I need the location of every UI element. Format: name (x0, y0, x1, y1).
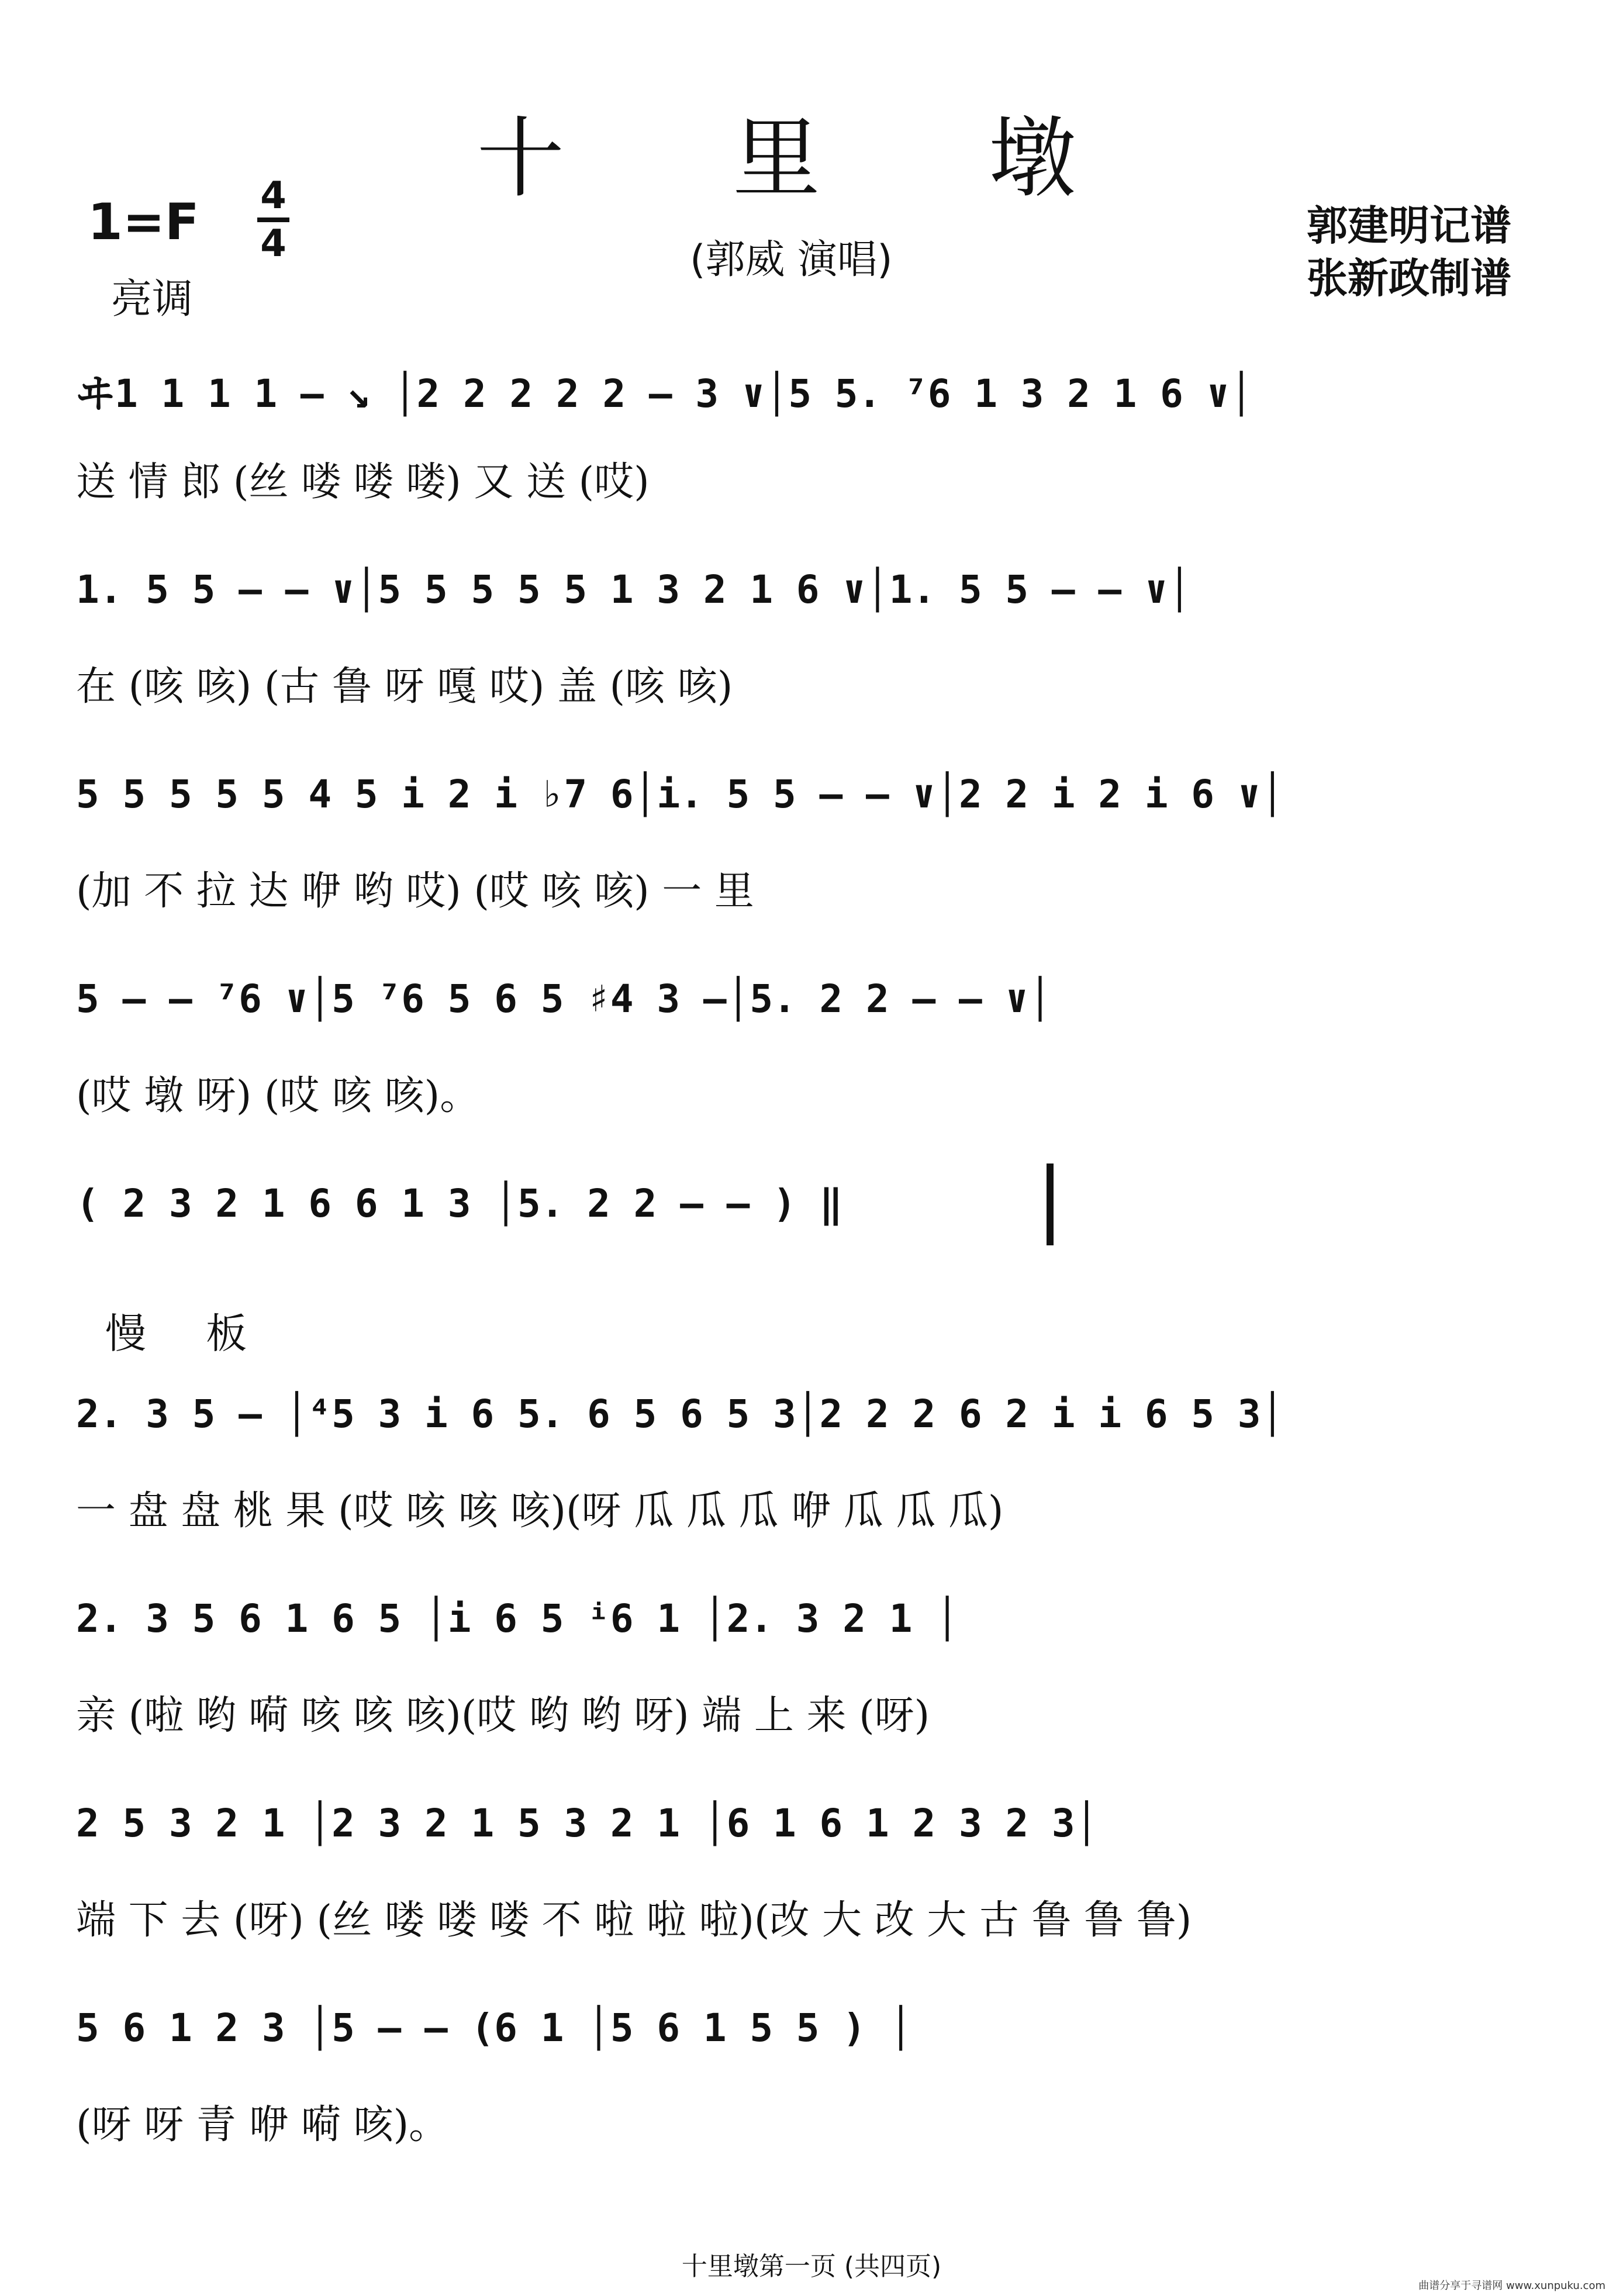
key-signature: 1=F (88, 193, 199, 251)
score-system-4: 5 – – ⁷6 ∨│5 ⁷6 5 6 5 ♯4 3 –│5. 2 2 – – ∨│ (76, 976, 1052, 1021)
time-signature (257, 175, 289, 264)
mood-marking: 亮调 (111, 275, 193, 323)
time-signature-line (257, 217, 289, 222)
time-signature-bottom: 4 (260, 222, 286, 265)
final-barline (1047, 1163, 1054, 1245)
lyrics-line-2: 在 (咳 咳) (古 鲁 呀 嘎 哎) 盖 (咳 咳) (76, 664, 733, 710)
page-footer: 十里墩第一页 (共四页) (681, 2252, 942, 2281)
watermark: 曲谱分享于寻谱网 www.xunpuku.com (1418, 2280, 1605, 2292)
credit-engraver: 张新政制谱 (1307, 254, 1511, 302)
lyrics-line-3: (加 不 拉 达 咿 哟 哎) (哎 咳 咳) 一 里 (76, 868, 754, 914)
performer: (郭威 演唱) (690, 237, 893, 283)
lyrics-line-1: 送 情 郎 (丝 喽 喽 喽) 又 送 (哎) (76, 459, 650, 505)
score-system-1: ヰ1 1 1 1 – ↘ │2 2 2 2 2 – 3 ∨│5 5. ⁷6 1 3 2 1 6 ∨│ (76, 371, 1253, 416)
tempo-marking: 慢 板 (105, 1310, 271, 1358)
score-system-2: 1. 5 5 – – ∨│5 5 5 5 5 1 3 2 1 6 ∨│1. 5 5 – – ∨│ (76, 567, 1192, 612)
lyrics-line-8: 端 下 去 (呀) (丝 喽 喽 喽 不 啦 啦 啦)(改 大 改 大 古 鲁 鲁 鲁) (76, 1897, 1192, 1943)
lyrics-line-9: (呀 呀 青 咿 嗬 咳)。 (76, 2102, 449, 2148)
page-title: 十 里 墩 (476, 108, 1147, 210)
score-system-8: 2 5 3 2 1 │2 3 2 1 5 3 2 1 │6 1 6 1 2 3 2 3│ (76, 1801, 1099, 1846)
score-system-3: 5 5 5 5 5 4 5 i 2 i ♭7 6│i. 5 5 – – ∨│2 2 i 2 i 6 ∨│ (76, 772, 1284, 817)
credit-transcriber: 郭建明记谱 (1307, 202, 1511, 250)
score-system-6: 2. 3 5 – │⁴5 3 i 6 5. 6 5 6 5 3│2 2 2 6 2 i i 6 5 3│ (76, 1392, 1284, 1437)
score-system-5: ( 2 3 2 1 6 6 1 3 │5. 2 2 – – ) ‖ (76, 1181, 843, 1226)
lyrics-line-6: 一 盘 盘 桃 果 (哎 咳 咳 咳)(呀 瓜 瓜 瓜 咿 瓜 瓜 瓜) (76, 1488, 1004, 1534)
lyrics-line-7: 亲 (啦 哟 嗬 咳 咳 咳)(哎 哟 哟 呀) 端 上 来 (呀) (76, 1693, 930, 1739)
score-system-9: 5 6 1 2 3 │5 – – (6 1 │5 6 1 5 5 ) │ (76, 2005, 913, 2050)
score-system-7: 2. 3 5 6 1 6 5 │i 6 5 ⁱ6 1 │2. 3 2 1 │ (76, 1596, 959, 1641)
time-signature-top: 4 (260, 174, 286, 217)
lyrics-line-4: (哎 墩 呀) (哎 咳 咳)。 (76, 1073, 480, 1119)
